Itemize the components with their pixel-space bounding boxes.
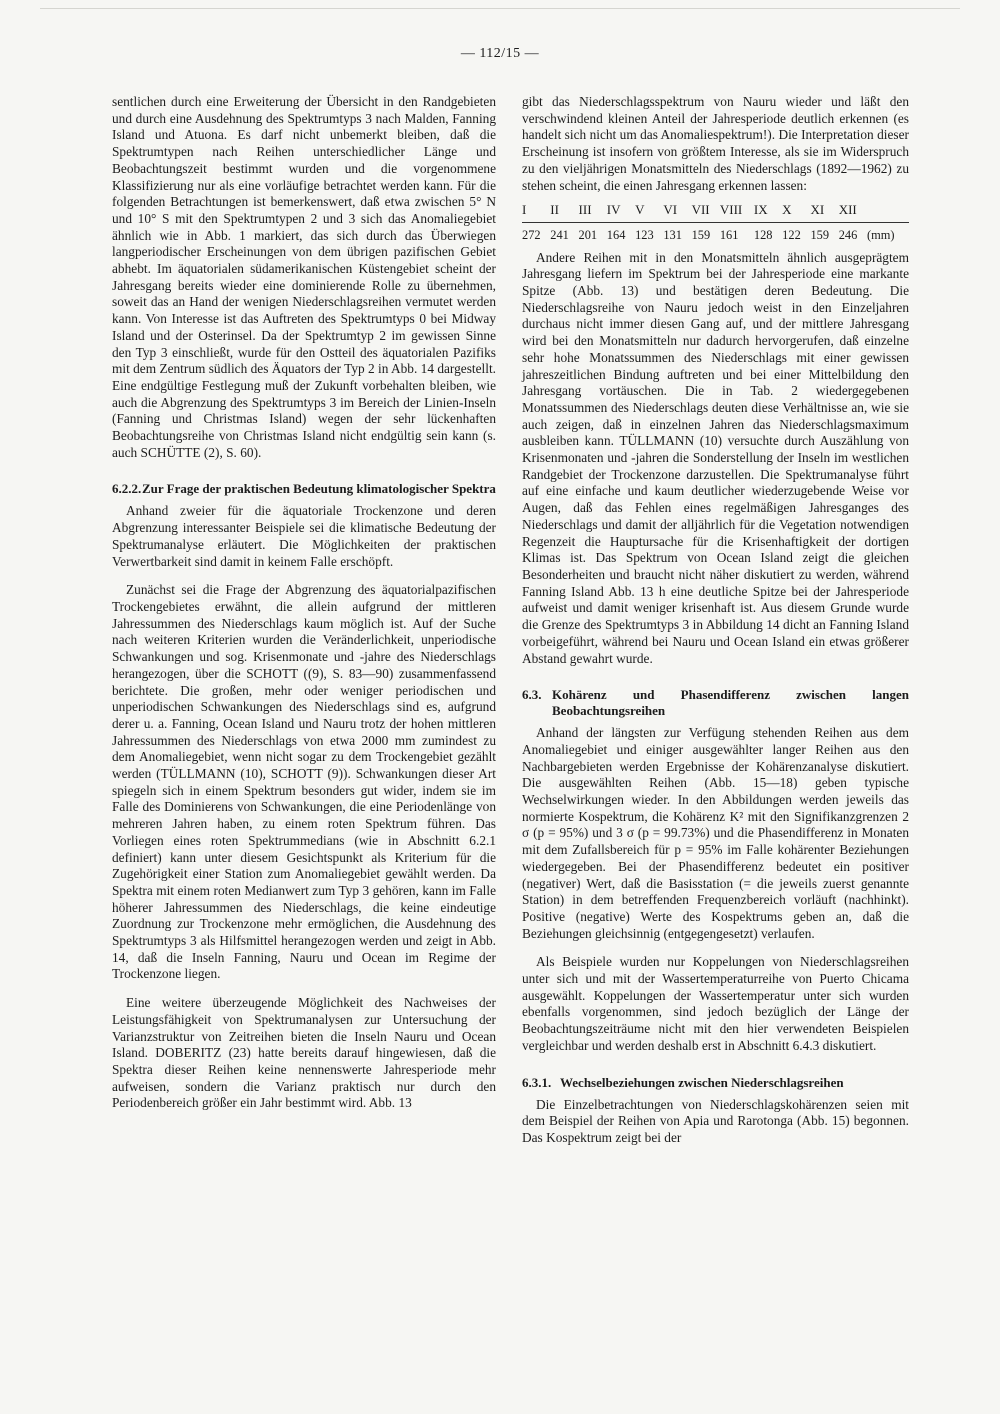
table-cell: 159 xyxy=(691,227,711,242)
paragraph: sentlichen durch eine Erweiterung der Übersicht in den Randgebieten und durch eine Ausdehnung des Spektrumtyps 3 nach Malden, Fanning Island und Atuona. Es darf nicht unbemerkt bleiben, daß die Spektrumtypen nach Reihen unterschiedlicher Länge und Beobachtungszeit bestimmt wurden und die vorgenommene Klassifizierung nur als eine vorläufige betrachtet werden kann. Für die folgenden Betrachtungen ist bemerkenswert, daß etwa zwischen 5° N und 10° S mit den Spektrumtypen 2 und 3 sich das Anomaliegebiet ähnlich wie in Abb. 1 markiert, das sich durch das Überwiegen langperiodischer Erscheinungen von dem übrigen pazifischen Gebiet abhebt. Im äquatorialen südamerikanischen Küstengebiet scheint der Jahresgang bereits wieder eine dominierende Rolle zu übernehmen, soweit das an Hand der wenigen Niederschlagsreihen vermutet werden kann. Von Interesse ist das Auftreten des Spektrumtyps 0 bei Midway Island und der Osterinsel. Da der Spektrumtyp 2 im gewissen Sinne den Typ 3 einschließt, wurde für den Ostteil des äquatorialen Pazifiks mit dem Zentrum südlich des Äquators der Typ 2 in Abb. 14 dargestellt. Eine endgültige Festlegung muß der Zukunft vorbehalten bleiben, wie auch die Abgrenzung des Spektrumtyps 3 im Bereich der Linien-Inseln (Fanning und Christmas Island) wegen der sehr lückenhaften Beobachtungsreihe von Christmas Island nicht endgültig sein kann (s. auch SCHÜTTE (2), S. 60). xyxy=(112,94,497,460)
table-cell: 122 xyxy=(782,227,801,242)
paragraph: gibt das Niederschlagsspektrum von Nauru wieder und läßt den verschwindend kleinen Anteil der Jahresperiode deutlich erkennen (es handelt sich nicht um das Anomaliespektrum!). Die Interpretation dieser Erscheinung ist insofern von größtem Interesse, als sie im Widerspruch zu den vieljährigen Monatsmitteln des Niederschlags (1892—1962) zu stehen scheint, die einen Jahresgang erkennen lassen: xyxy=(522,94,909,193)
month-header: VII xyxy=(692,200,720,222)
paragraph: Anhand der längsten zur Verfügung stehenden Reihen aus dem Anomaliegebiet und einiger ausgewählter langer Reihen aus den Nachbargebieten werden Ergebnisse der Kohärenzanalyse diskutiert. Die ausgewählten Reihen (Abb. 15—18) geben typische Wechselwirkungen wieder. In den Abbildungen werden jeweils das normierte Kospektrum, die Kohärenz K² mit den Signifikanzgrenzen 2 σ (p = 95%) und 3 σ (p = 99.73%) und die Phasendifferenz in Monaten mit dem Zufallsbereich für p = 95% im Falle kohärenter Beziehungen wiedergegeben. Bei der Phasendifferenz bedeutet ein positiver (negativer) Wert, daß die Basisstation (= die jeweils zuerst genannte Station) in dem betreffenden Frequenzbereich vorläuft (nachhinkt). Positive (negative) Werte des Kospektrums geben an, daß die Beziehungen gleichsinnig (entgegengesetzt) verlaufen. xyxy=(522,725,909,941)
monthly-precipitation-table xyxy=(522,200,909,245)
paragraph: Andere Reihen mit in den Monatsmitteln ähnlich ausgeprägtem Jahresgang liefern im Spektrum bei der Jahresperiode eine markante Spitze (Abb. 13) und bestätigen deren Bedeutung. Die Niederschlagsreihe von Nauru jedoch weist in den Einzeljahren durchaus nicht immer diesen Gang auf, und der mittlere Jahresgang wird bei den Monatsmitteln nur dadurch hervorgerufen, daß einzelne sehr hohe Monatssummen des Niederschlags mit einer gewissen jahreszeitlichen Bindung auftreten und bei einer Mittelbildung den Jahresgang vortäuschen. Die in Tab. 2 wiedergegebenen Monatssummen des Niederschlags deuten diese Verhältnisse an, wie sie auch zeigen, daß in einzelnen Jahren das Niederschlagsmaximum ausbleiben kann. TÜLLMANN (10) versuchte durch Auszählung von Krisenmonaten und -jahren die Sonderstellung der Inseln im westlichen Randgebiet der Trockenzone darzustellen. Die Spektrumanalyse führt auf eine einfache und kaum deutlicher wiederzugebende Weise vor Augen, daß das Fehlen eines regelmäßigen Jahresganges des Niederschlags und damit der alljährlich für die Vegetation notwendigen Regenzeit die Hauptursache für die Krisenhaftigkeit der dortigen Klimas ist. Das Spektrum von Ocean Island zeigt die gleichen Besonderheiten und braucht nicht näher diskutiert zu werden, während Fanning Island Abb. 13 h eine deutliche Spitze bei der Jahresperiode aufweist und damit weniger krisenhaft ist. Aus diesem Grunde wurde die Grenze des Spektrumtyps 3 in Abbildung 14 dicht an Fanning Island vorbeigeführt, während bei Nauru und Ocean Island ein etwas größerer Abstand gewahrt wurde. xyxy=(522,249,909,666)
month-header: III xyxy=(579,200,607,222)
month-header: I xyxy=(522,200,550,222)
table-cell: 131 xyxy=(663,227,682,242)
table-cell: 123 xyxy=(635,227,654,242)
month-header: IV xyxy=(607,200,635,222)
table-cell: 159 xyxy=(810,227,830,242)
month-header: XII xyxy=(839,200,867,222)
month-header: IX xyxy=(754,200,782,222)
table-header-row xyxy=(522,200,909,222)
month-header: II xyxy=(550,200,578,222)
section-heading-6-2-2 xyxy=(112,481,496,497)
table-cell: 164 xyxy=(606,227,626,242)
section-number: 6.2.2. xyxy=(112,481,142,497)
month-header: VIII xyxy=(720,200,754,222)
month-header: X xyxy=(782,200,810,222)
unit-label: (mm) xyxy=(866,227,895,242)
paragraph: Anhand zweier für die äquatoriale Trockenzone und deren Abgrenzung interessanter Beispiele sei die klimatische Bedeutung der Spektrumanalyse erläutert. Die Möglichkeiten der praktischen Verwertbarkeit sind damit in keinem Falle erschöpft. xyxy=(112,503,496,569)
section-title: Wechselbeziehungen zwischen Niederschlagsreihen xyxy=(560,1074,844,1090)
section-heading-6-3-1 xyxy=(522,1075,909,1091)
table-cell: 272 xyxy=(522,227,541,242)
table-cell: 201 xyxy=(578,227,598,242)
table-cell: 246 xyxy=(838,227,858,242)
paragraph: Zunächst sei die Frage der Abgrenzung des äquatorialpazifischen Trockengebietes erwähnt, die allein aufgrund der mittleren Jahressummen des Niederschlags kaum möglich ist. Auf der Suche nach weiteren Kriterien wurden die Veränderlichkeit, unperiodische Schwankungen und sog. Krisenmonate und -jahre des Niederschlags herangezogen, über die SCHOTT ((9), S. 83—90) zusammenfassend berichtete. Die großen, mehr oder weniger periodischen und unperiodischen Schwankungen des Niederschlags sind es, aufgrund derer u. a. Fanning, Ocean Island und Nauru trotz der hohen mittleren Jahressummen des Niederschlags von etwa 2000 mm zumindest zu dem Anomaliegebiet, wenn nicht sogar zu dem Trockengebiet gezählt werden (TÜLLMANN (10), SCHOTT (9)). Schwankungen dieser Art spiegeln sich in einem Spektrum besonders gut wider, indem sie im Falle des Dominierens von Schwankungen, die eine Periodenlänge von mehreren Jahren haben, zu einem roten Spektrum führen. Das Vorliegen eines roten Spektrummedians (wie in Abschnitt 6.2.1 definiert) kann unter diesem Gesichtspunkt als Kriterium für die Zugehörigkeit einer Station zum Anomaliegebiet gewählt werden. Da Spektra mit einem roten Medianwert zum Typ 3 gehören, kann im Falle höherer Jahressummen des Niederschlags, die keine eindeutige Zuordnung zur Trockenzone mehr ermöglichen, die Ausdehnung des Spektrumtyps 3 als Hilfsmittel herangezogen werden und zeigt in Abb. 14, daß die Inseln Fanning, Nauru und Ocean im Regime der Trockenzone liegen. xyxy=(112,582,496,982)
scan-top-edge xyxy=(40,8,960,9)
left-column xyxy=(112,94,496,1112)
right-column xyxy=(522,94,909,1147)
unit-header-spacer xyxy=(867,200,909,222)
section-title: Kohärenz und Phasendifferenz zwischen langen Beobachtungsreihen xyxy=(552,687,909,719)
section-title: Zur Frage der praktischen Bedeutung klimatologischer Spektra xyxy=(142,481,496,497)
table-cell: 128 xyxy=(753,227,773,242)
table-cell: 161 xyxy=(719,227,739,242)
paragraph: Die Einzelbetrachtungen von Niederschlagskohärenzen seien mit dem Beispiel der Reihen von Apia und Rarotonga (Abb. 15) begonnen. Das Kospektrum zeigt bei der xyxy=(522,1096,909,1145)
section-number: 6.3. xyxy=(522,687,542,703)
table-row xyxy=(522,222,909,245)
table-cell: 241 xyxy=(550,227,569,242)
paragraph: Als Beispiele wurden nur Koppelungen von Niederschlagsreihen unter sich und mit der Wassertemperaturreihe von Puerto Chicama ausgewählt. Koppelungen der Wassertemperatur unter sich wurden ebenfalls vorgenommen, sind jedoch bezüglich der Länge der Beobachtungszeiträume nicht mit den hier verwendeten Beispielen vergleichbar und werden deshalb erst in Abschnitt 6.4.3 diskutiert. xyxy=(522,954,909,1053)
paragraph: Eine weitere überzeugende Möglichkeit des Nachweises der Leistungsfähigkeit von Spektrumanalysen zur Untersuchung der Varianzstruktur von Zeitreihen bieten die Inseln Nauru und Ocean Island. DOBERITZ (23) hatte bereits darauf hingewiesen, daß die Spektra dieser Reihen keine nennenswerte Jahresperiode mehr aufweisen, sondern die Varianz praktisch nur durch den Periodenbereich größer ein Jahr bestimmt wird. Abb. 13 xyxy=(112,995,496,1111)
month-header: XI xyxy=(810,200,838,222)
section-heading-6-3 xyxy=(522,687,909,719)
section-number: 6.3.1. xyxy=(522,1074,552,1090)
page-number: — 112/15 — xyxy=(460,46,540,61)
month-header: V xyxy=(635,200,663,222)
month-header: VI xyxy=(663,200,691,222)
